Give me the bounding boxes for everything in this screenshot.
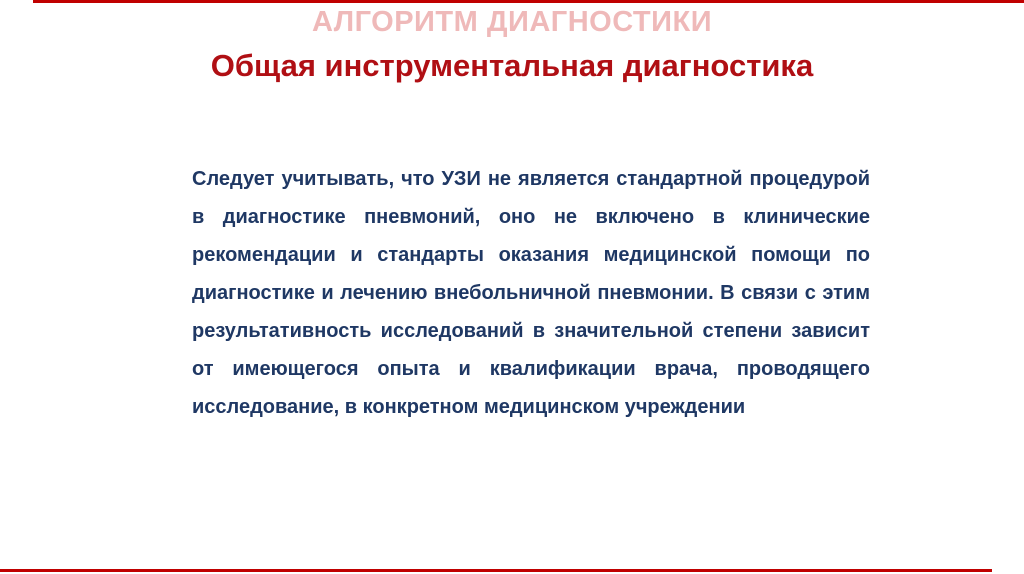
slide-kicker: АЛГОРИТМ ДИАГНОСТИКИ [311, 6, 713, 38]
slide-title: Общая инструментальная диагностика [210, 48, 814, 83]
top-accent-line [33, 0, 1024, 3]
slide-body-text: Следует учитывать, что УЗИ не является стандартной процедурой в диагностике пневмоний, оно не включено в клинические рекомендации и стандарты оказания медицинской помощи по диагностике и лечению внебольничной пневмонии. В связи с этим результативность исследований в значительной степени зависит от имеющегося опыта и квалификации врача, проводящего исследование, в конкретном медицинском учреждении [192, 168, 870, 418]
bottom-accent-line [0, 569, 992, 572]
